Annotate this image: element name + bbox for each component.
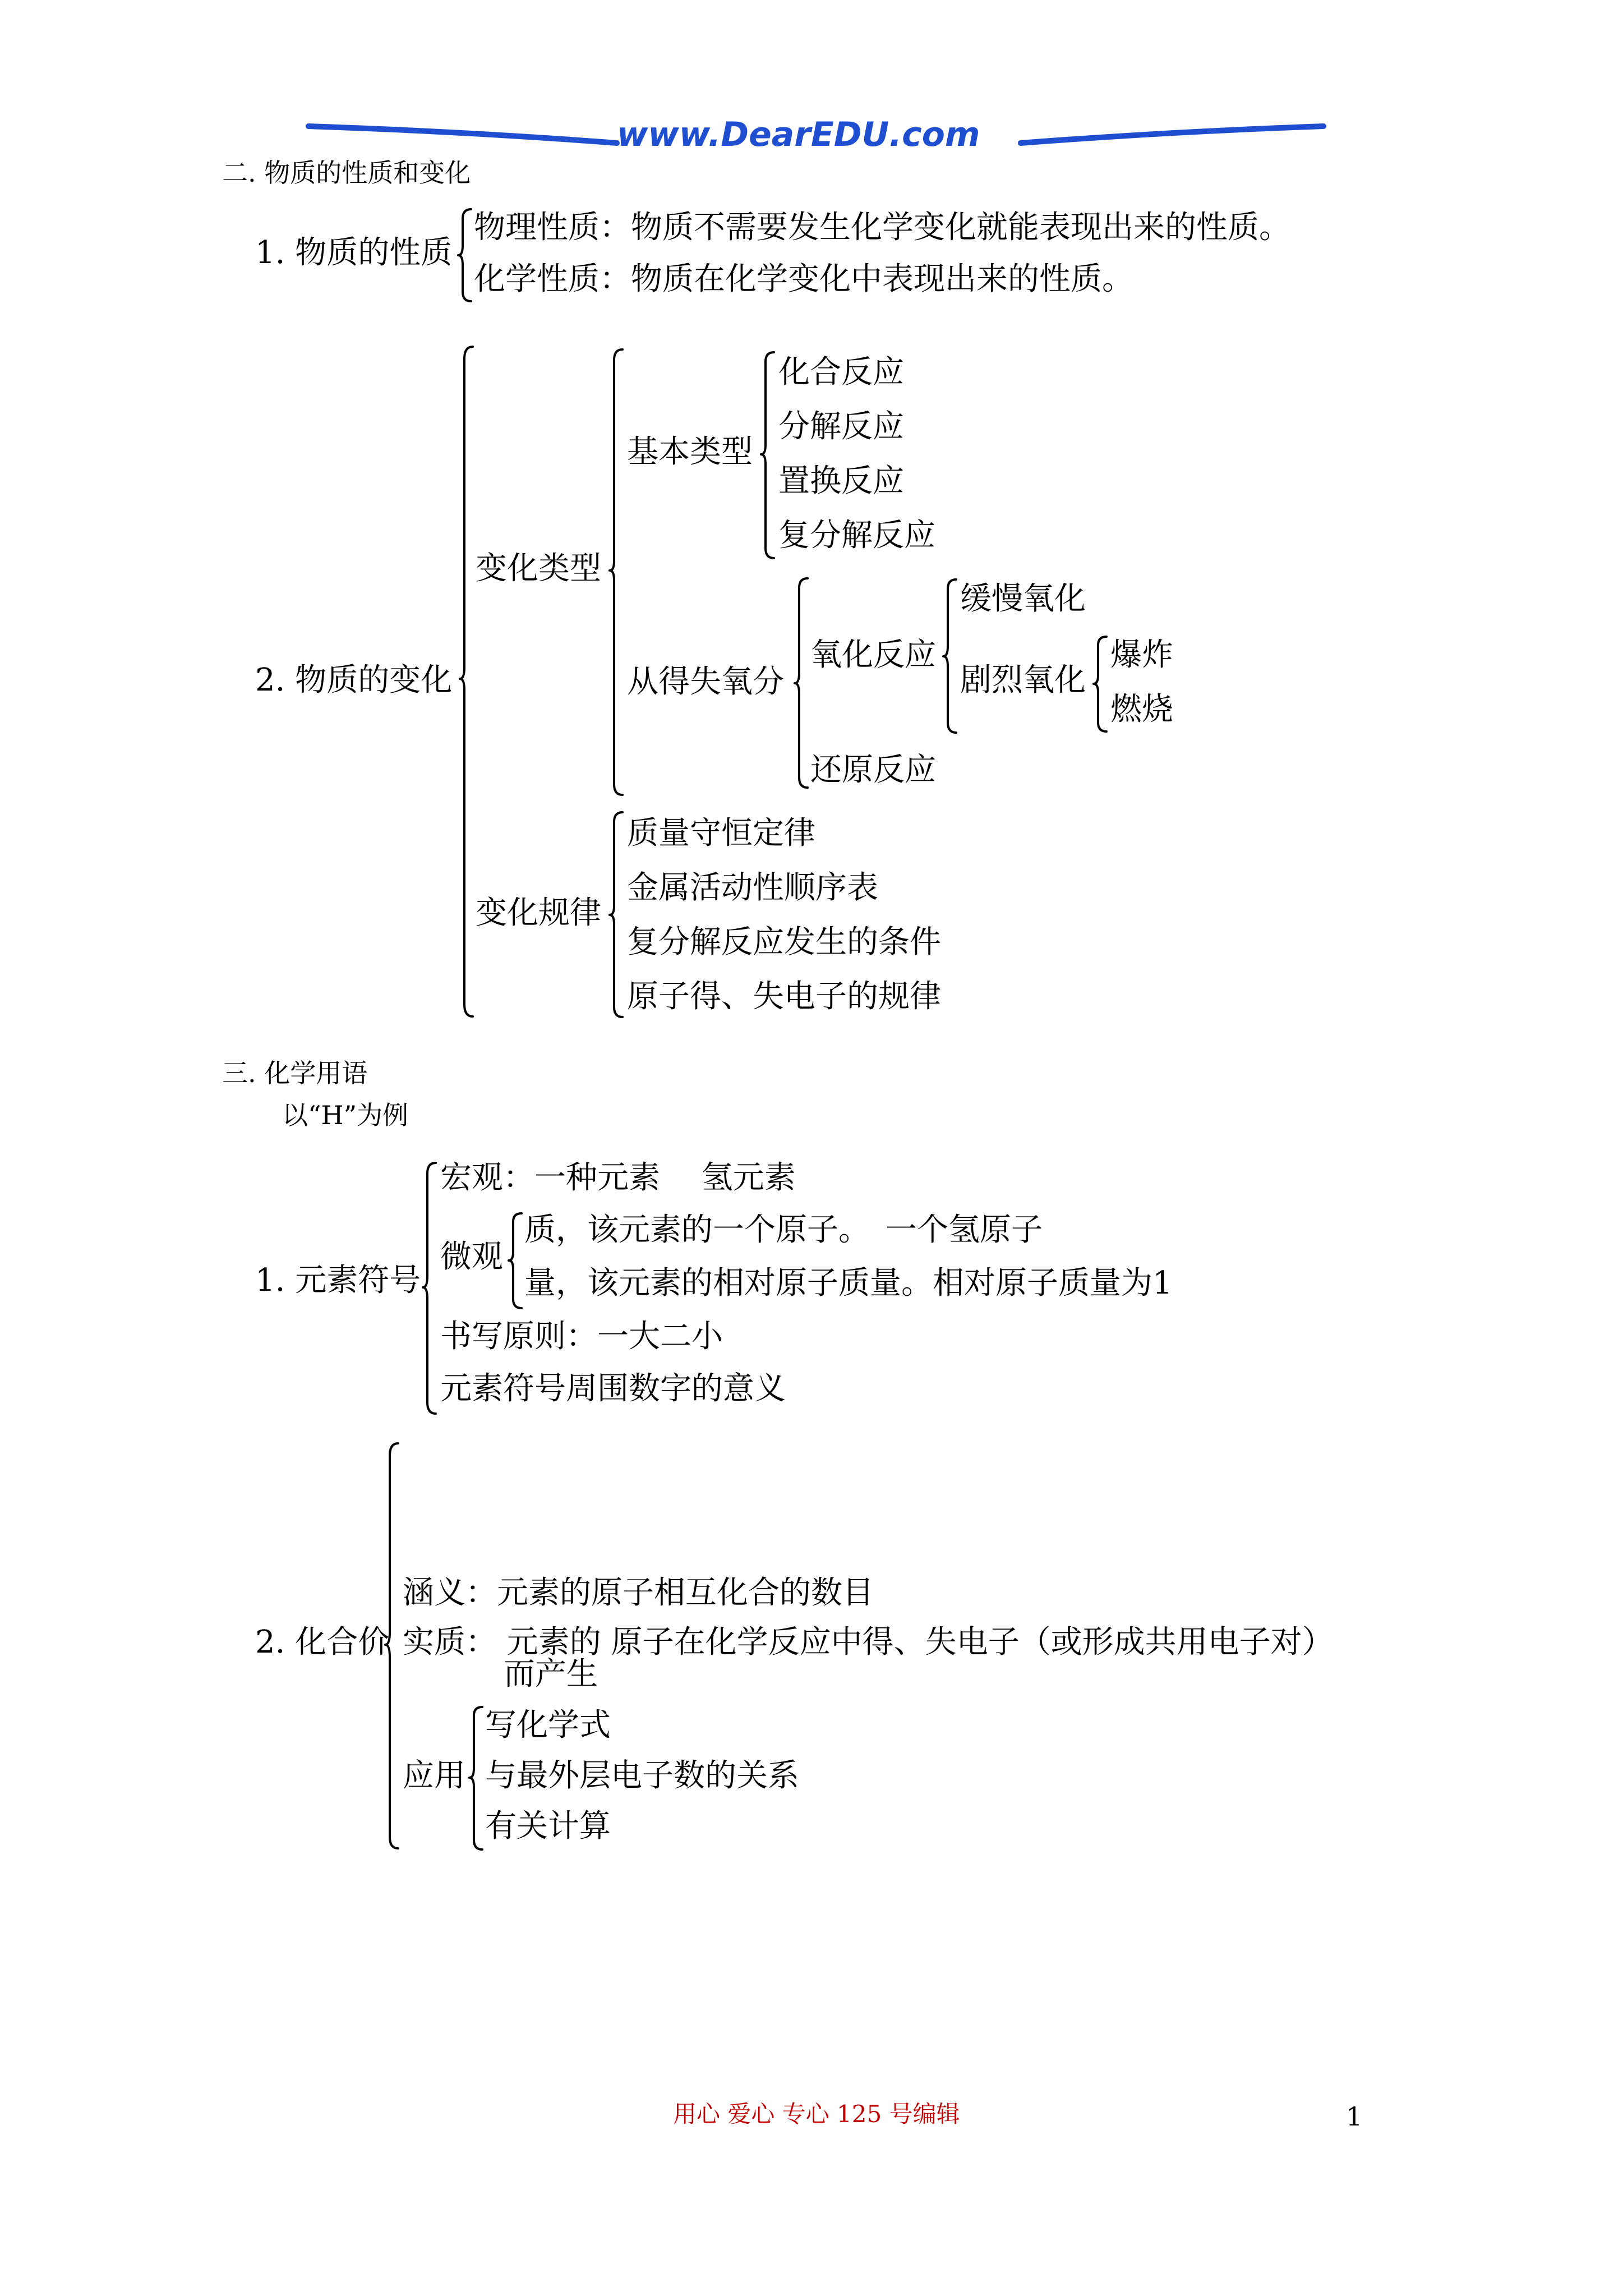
brace [422, 1161, 439, 1416]
writing-rule: 书写原则：一大二小 [440, 1318, 723, 1355]
oxidation-label: 氧化反应 [810, 637, 936, 673]
element-symbol-label: 1. 元素符号 [255, 1262, 421, 1299]
brace [608, 348, 625, 797]
micro-item: 质，该元素的一个原子。 一个氢原子 [524, 1212, 1043, 1248]
brace [1092, 635, 1109, 735]
surrounding-digits-meaning: 元素符号周围数字的意义 [440, 1370, 786, 1407]
section-subtitle: 以“H”为例 [282, 1100, 409, 1130]
micro-label: 微观 [440, 1239, 503, 1275]
brace [760, 351, 777, 561]
footer-text: 用心 爱心 专心 125 号编辑 [673, 2100, 960, 2128]
valence-essence: 实质： 元素的 原子在化学反应中得、失电子（或形成共用电子对） [403, 1624, 1334, 1660]
chemical-property: 化学性质：物质在化学变化中表现出来的性质。 [474, 261, 1133, 297]
application-item: 与最外层电子数的关系 [485, 1757, 799, 1794]
violent-oxidation-item: 燃烧 [1110, 691, 1173, 728]
change-law-item: 质量守恒定律 [627, 815, 815, 852]
basic-type-item: 分解反应 [778, 408, 904, 445]
change-laws-label: 变化规律 [476, 895, 601, 931]
micro-item: 量，该元素的相对原子质量。相对原子质量为1 [524, 1265, 1173, 1301]
brace [459, 345, 476, 1018]
application-label: 应用 [403, 1757, 465, 1794]
section-title: 三. 化学用语 [222, 1058, 368, 1088]
oxygen-classification-label: 从得失氧分 [627, 664, 784, 700]
macro-meaning: 宏观：一种元素 氢元素 [440, 1159, 796, 1196]
physical-property: 物理性质：物质不需要发生化学变化就能表现出来的性质。 [474, 209, 1290, 246]
brace [608, 811, 625, 1019]
brace [468, 1705, 485, 1852]
brace [384, 1442, 401, 1851]
application-item: 写化学式 [485, 1707, 611, 1743]
brace [508, 1212, 524, 1312]
page-number: 1 [1346, 2101, 1363, 2132]
slow-oxidation: 缓慢氧化 [960, 581, 1086, 617]
brace [457, 208, 474, 303]
change-label: 2. 物质的变化 [255, 662, 453, 698]
basic-types-label: 基本类型 [627, 434, 753, 470]
reduction-label: 还原反应 [810, 752, 936, 788]
basic-type-item: 化合反应 [778, 354, 904, 390]
application-item: 有关计算 [485, 1808, 611, 1844]
brace [794, 577, 810, 790]
basic-type-item: 置换反应 [778, 463, 904, 499]
valence-essence-continued: 而产生 [504, 1656, 598, 1692]
violent-oxidation: 剧烈氧化 [960, 662, 1086, 698]
change-types-label: 变化类型 [476, 550, 601, 587]
brace [942, 578, 959, 735]
basic-type-item: 复分解反应 [778, 517, 935, 554]
property-label: 1. 物质的性质 [255, 234, 453, 271]
site-logo-text: www.DearEDU.com [617, 115, 980, 154]
change-law-item: 原子得、失电子的规律 [627, 978, 941, 1015]
valence-label: 2. 化合价 [255, 1624, 390, 1660]
change-law-item: 复分解反应发生的条件 [627, 924, 941, 960]
violent-oxidation-item: 爆炸 [1110, 637, 1173, 673]
valence-meaning: 涵义：元素的原子相互化合的数目 [403, 1575, 874, 1611]
change-law-item: 金属活动性顺序表 [627, 869, 878, 906]
section-title: 二. 物质的性质和变化 [222, 158, 471, 188]
